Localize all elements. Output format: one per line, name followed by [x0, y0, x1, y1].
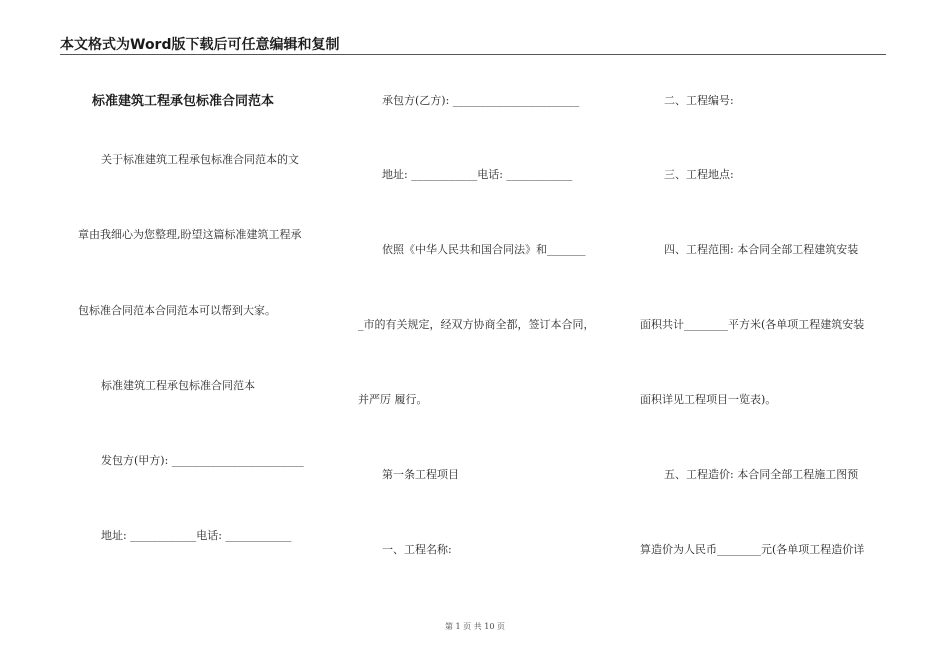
article-heading: 第一条工程项目 — [382, 468, 459, 481]
paragraph-line: 面积共计________平方米(各单项工程建筑安装 — [640, 318, 865, 331]
paragraph-line: 章由我细心为您整理,盼望这篇标准建筑工程承 — [78, 228, 302, 241]
clause-line: 二、工程编号: — [664, 94, 734, 107]
paragraph-line: 包标准合同范本合同范本可以帮到大家。 — [78, 304, 276, 317]
section-heading: 标准建筑工程承包标准合同范本 — [101, 379, 255, 392]
document-title: 标准建筑工程承包标准合同范本 — [92, 94, 275, 109]
party-b-field: 承包方(乙方): _______________________ — [382, 94, 580, 107]
paragraph-line: 并严厉 履行。 — [358, 393, 428, 406]
party-a-field: 发包方(甲方): ________________________ — [101, 454, 304, 467]
clause-line: 一、工程名称: — [382, 543, 452, 556]
address-phone-field: 地址: ____________电话: ____________ — [382, 168, 573, 181]
page-number-footer: 第 1 页 共 10 页 — [445, 622, 505, 631]
header-divider — [60, 54, 886, 55]
paragraph-line: 关于标准建筑工程承包标准合同范本的文 — [101, 153, 299, 166]
clause-line: 四、工程范围: 本合同全部工程建筑安装 — [664, 243, 859, 256]
clause-line: 三、工程地点: — [664, 168, 734, 181]
paragraph-line: 面积详见工程项目一览表)。 — [640, 393, 777, 406]
document-header-banner: 本文格式为Word版下载后可任意编辑和复制 — [60, 37, 340, 53]
paragraph-line: _市的有关规定，经双方协商全都，签订本合同， — [358, 318, 595, 331]
paragraph-line: 算造价为人民币________元(各单项工程造价详 — [640, 543, 865, 556]
address-phone-field: 地址: ____________电话: ____________ — [101, 529, 292, 542]
clause-line: 五、工程造价: 本合同全部工程施工图预 — [664, 468, 859, 481]
paragraph-line: 依照《中华人民共和国合同法》和_______ — [382, 243, 586, 256]
